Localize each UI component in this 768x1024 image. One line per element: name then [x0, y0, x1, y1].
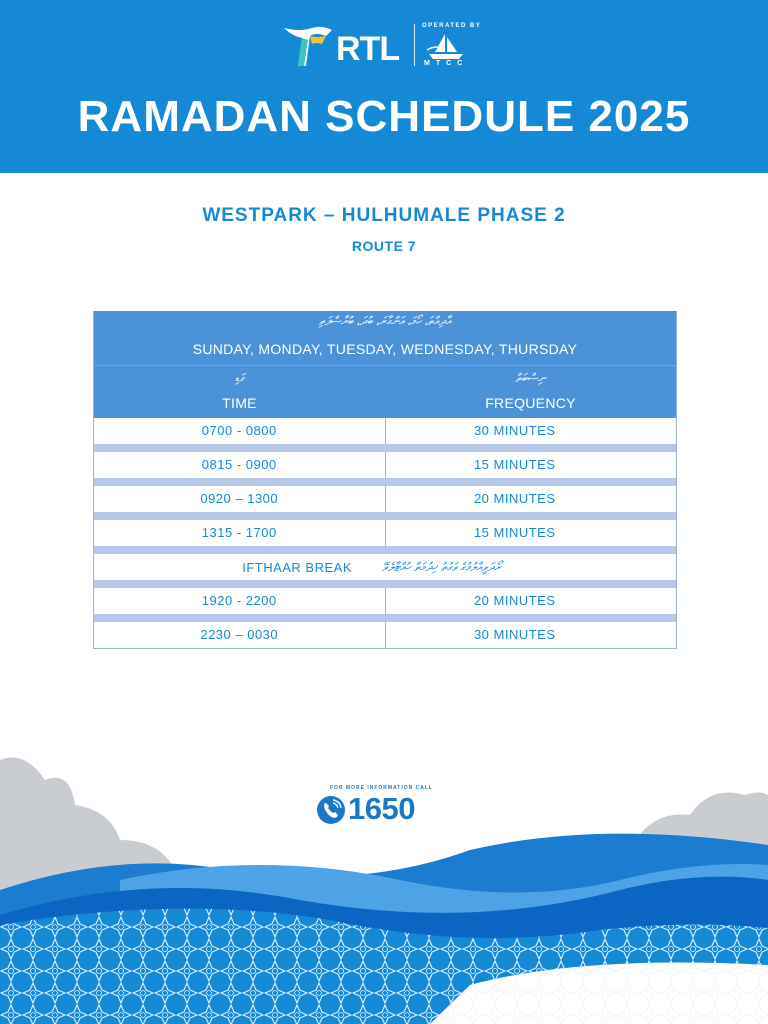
- frequency-header: FREQUENCY: [485, 395, 576, 411]
- table-row: [94, 520, 676, 546]
- table-row: [94, 622, 676, 648]
- row-separator: [94, 512, 676, 520]
- page-title: RAMADAN SCHEDULE 2025: [77, 92, 691, 141]
- phone-icon: [316, 795, 346, 825]
- time-cell: 1920 - 2200: [94, 588, 386, 614]
- time-cell: 1315 - 1700: [94, 520, 386, 546]
- frequency-cell: 15 MINUTES: [473, 457, 556, 472]
- row-separator: [94, 580, 676, 588]
- route-name: WESTPARK – HULHUMALE PHASE 2: [202, 205, 566, 226]
- table-row: [94, 588, 676, 614]
- days-header: [94, 311, 676, 365]
- time-cell: 0920 – 1300: [94, 486, 386, 512]
- route-number: ROUTE 7: [351, 238, 417, 254]
- row-separator: [94, 444, 676, 452]
- table-row: [94, 486, 676, 512]
- days-label: SUNDAY, MONDAY, TUESDAY, WEDNESDAY, THURSDAY: [192, 341, 578, 357]
- table-row: [94, 418, 676, 444]
- mtcc-ship-icon: [425, 32, 467, 60]
- operated-by-label: OPERATED BY: [422, 23, 482, 29]
- frequency-cell: 30 MINUTES: [473, 627, 556, 642]
- logo-group: [282, 20, 492, 70]
- days-label-dhivehi: އާދިއްތަ، ހޯމަ، އަންގާރަ، ބުދަ، ބުރާސްފަތި: [318, 314, 452, 328]
- header-banner: [0, 0, 768, 173]
- time-cell: 0700 - 0800: [94, 418, 386, 444]
- ifthaar-break-dhivehi: ރޯދަވީއްލުމުގެ ވަގުތު ޚިދުމަތް ހުއްޓާލެވޭ: [382, 559, 501, 574]
- time-cell: 2230 – 0030: [94, 622, 386, 648]
- frequency-cell: 30 MINUTES: [473, 423, 556, 438]
- rtl-logo-icon: [282, 22, 334, 68]
- ifthaar-break-row: [94, 554, 676, 580]
- logo-divider: [414, 24, 415, 66]
- row-separator: [94, 614, 676, 622]
- hotline-caption: FOR MORE INFORMATION CALL: [330, 785, 433, 791]
- frequency-header-dhivehi: ނިސްބަތް: [515, 371, 546, 385]
- row-separator: [94, 478, 676, 486]
- time-header-dhivehi: ގަޑި: [234, 371, 245, 385]
- schedule-table: [93, 311, 677, 649]
- hotline-number: 1650: [348, 791, 415, 826]
- hotline-block: [316, 785, 446, 825]
- frequency-column-header: [385, 366, 676, 418]
- time-cell: 0815 - 0900: [94, 452, 386, 478]
- operator-name: MTCC: [424, 60, 469, 67]
- frequency-cell: 20 MINUTES: [473, 593, 556, 608]
- table-row: [94, 452, 676, 478]
- time-column-header: [94, 366, 385, 418]
- frequency-cell: 20 MINUTES: [473, 491, 556, 506]
- row-separator: [94, 546, 676, 554]
- time-header: TIME: [222, 395, 257, 411]
- decorative-waves: [0, 740, 768, 1024]
- ifthaar-break-label: IFTHAAR BREAK: [242, 559, 352, 575]
- column-header-row: [94, 365, 676, 418]
- frequency-cell: 15 MINUTES: [473, 525, 556, 540]
- brand-name: RTL: [336, 30, 400, 68]
